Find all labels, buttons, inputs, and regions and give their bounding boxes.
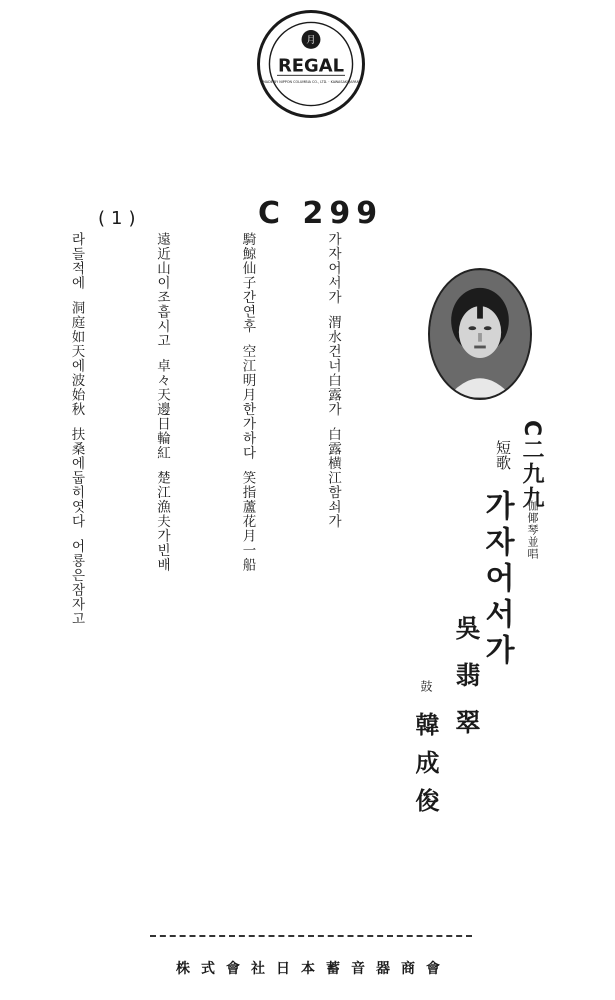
accompaniment-note: 伽倻琴並唱 [526, 500, 539, 560]
lyrics-block [66, 232, 404, 922]
catalog-number: C 299 [258, 196, 384, 231]
genre-label: 短歌 [494, 440, 512, 470]
singer-portrait [428, 268, 532, 400]
lyric-line: 遠近山이조흡시고 卓々天邊日輪紅 楚江漁夫가빈배 [154, 232, 170, 573]
logo-small-text: MADE BY NIPPON COLUMBIA CO., LTD. · KAWASAKI JAPAN [262, 79, 360, 84]
footer-divider [150, 935, 472, 937]
portrait-graphic [430, 270, 530, 398]
singer-name: 吳翡翠 [452, 615, 481, 756]
publisher-name: 株式會社日本蓄音器商會 [176, 961, 451, 977]
accompanist-label: 鼓 [419, 680, 433, 692]
logo-brand: REGAL [277, 55, 345, 77]
svg-text:月: 月 [306, 35, 316, 47]
regal-label-logo [257, 10, 365, 118]
page-number: (1) [98, 208, 142, 229]
lyric-line [0, 232, 5, 922]
lyric-line: 騎鯨仙子간연후 空江明月한가하다 笑指蘆花月一船 [239, 232, 256, 573]
lyric-line: 라들적에 洞庭如天에波始秋 扶桑에둡히엿다 어룡은잠자고 [68, 232, 85, 627]
catalog-number-hanja: C二九九 [519, 420, 544, 511]
accompanist-name: 韓成俊 [411, 712, 440, 826]
song-title: 가자어서가 [479, 490, 514, 670]
regal-logo-graphic [260, 13, 362, 115]
lyric-line: 가자어서가 渭水건너白露가 白露横江함쇠가 [325, 232, 341, 529]
